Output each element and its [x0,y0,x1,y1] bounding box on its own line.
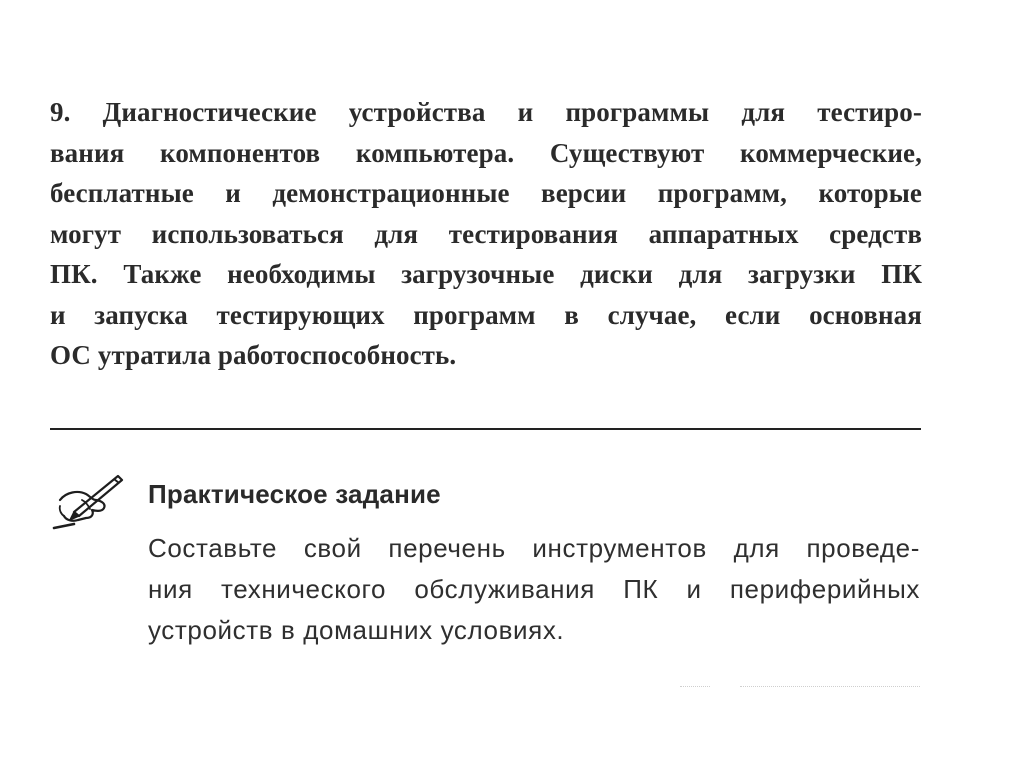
paragraph-line: могут использоваться для тестирования аппаратных средств [50,218,922,249]
task-line: устройств в домашних условиях. [148,615,565,645]
task-line: Составьте свой перечень инструментов для проведе- [148,533,920,563]
scan-artifact-line [680,686,710,687]
scan-artifact-line [740,686,920,687]
paragraph-line: вания компонентов компьютера. Существуют коммерческие, [50,137,922,168]
task-body [148,528,920,651]
pen-writing-icon [52,470,130,530]
task-heading: Практическое задание [148,479,441,509]
paragraph-line: ОС утратила работоспособность. [50,340,457,370]
paragraph-line: ПК. Также необходимы загрузочные диски для загрузки ПК [50,259,922,289]
main-paragraph [50,92,922,376]
paragraph-line: 9. Диагностические устройства и программы для тестиро- [50,97,922,127]
paragraph-line: и запуска тестирующих программ в случае, если основная [50,299,922,330]
section-divider [50,428,921,430]
task-line: ния технического обслуживания ПК и периферийных [148,574,920,604]
paragraph-line: бесплатные и демонстрационные версии программ, которые [50,178,922,208]
